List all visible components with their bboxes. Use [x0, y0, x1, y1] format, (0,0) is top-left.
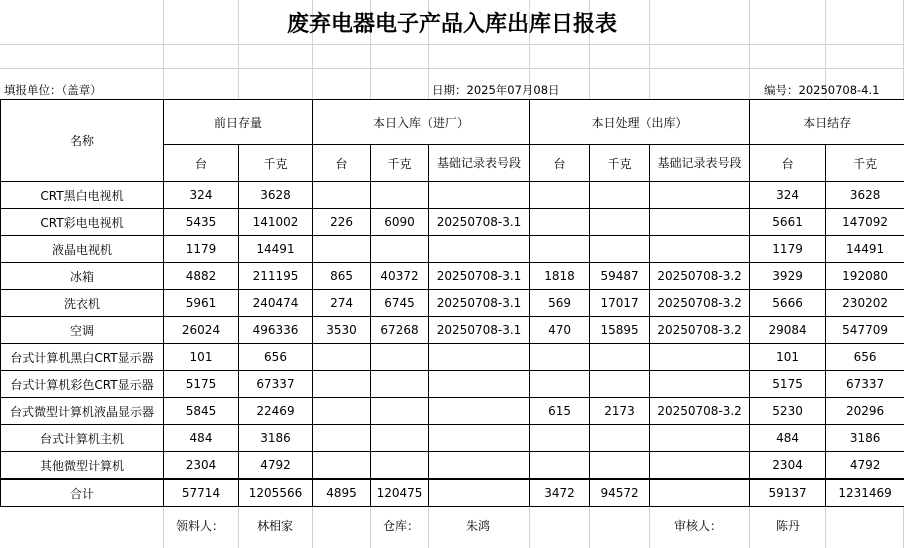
subheader-kg: 千克	[826, 145, 904, 182]
cell-balance-count: 101	[750, 344, 826, 371]
cell-name: CRT黑白电视机	[1, 182, 164, 209]
cell-out-count	[530, 452, 590, 480]
subheader-count: 台	[164, 145, 239, 182]
header-today-out: 本日处理（出库）	[530, 100, 750, 145]
cell-in-kg: 67268	[371, 317, 429, 344]
cell-out-record	[650, 182, 750, 209]
reporting-unit: 填报单位：（盖章）	[4, 83, 102, 97]
reviewer-name: 陈丹	[776, 519, 801, 533]
cell-out-kg: 17017	[590, 290, 650, 317]
grid-line	[0, 68, 904, 69]
cell-out-count: 3472	[530, 479, 590, 507]
cell-in-record	[429, 236, 530, 263]
cell-out-count	[530, 344, 590, 371]
cell-out-record: 20250708-3.2	[650, 290, 750, 317]
cell-balance-count: 59137	[750, 479, 826, 507]
cell-out-kg: 15895	[590, 317, 650, 344]
cell-prev-count: 1179	[164, 236, 239, 263]
cell-prev-kg: 67337	[239, 371, 313, 398]
warehouse-name: 朱鸿	[466, 519, 491, 533]
cell-out-count: 1818	[530, 263, 590, 290]
cell-balance-kg: 67337	[826, 371, 904, 398]
table-row	[1, 263, 904, 290]
header-name: 名称	[1, 100, 164, 182]
subheader-count: 台	[750, 145, 826, 182]
cell-prev-kg: 4792	[239, 452, 313, 480]
subheader-kg: 千克	[590, 145, 650, 182]
cell-balance-count: 484	[750, 425, 826, 452]
cell-balance-kg: 3628	[826, 182, 904, 209]
cell-balance-kg: 20296	[826, 398, 904, 425]
cell-name: 空调	[1, 317, 164, 344]
report-date: 日期：2025年07月08日	[432, 83, 560, 97]
cell-prev-kg: 22469	[239, 398, 313, 425]
cell-out-count	[530, 209, 590, 236]
cell-in-kg	[371, 182, 429, 209]
cell-name: 合计	[1, 479, 164, 507]
subheader-record-no: 基础记录表号段	[429, 145, 530, 182]
signature-footer	[0, 503, 904, 548]
header-today-balance: 本日结存	[750, 100, 904, 145]
cell-name: 台式计算机黑白CRT显示器	[1, 344, 164, 371]
cell-balance-kg: 14491	[826, 236, 904, 263]
cell-in-record	[429, 425, 530, 452]
cell-out-count: 615	[530, 398, 590, 425]
subheader-count: 台	[530, 145, 590, 182]
cell-out-count	[530, 425, 590, 452]
cell-in-record	[429, 344, 530, 371]
cell-out-kg	[590, 344, 650, 371]
receiver-label: 领料人：	[176, 519, 225, 533]
cell-name: 其他微型计算机	[1, 452, 164, 480]
cell-in-count: 226	[313, 209, 371, 236]
cell-in-count	[313, 425, 371, 452]
table-row	[1, 344, 904, 371]
cell-in-count	[313, 182, 371, 209]
cell-out-kg	[590, 452, 650, 480]
cell-balance-kg: 192080	[826, 263, 904, 290]
cell-in-record: 20250708-3.1	[429, 263, 530, 290]
cell-balance-count: 1179	[750, 236, 826, 263]
report-table	[0, 99, 904, 507]
cell-in-record: 20250708-3.1	[429, 209, 530, 236]
cell-out-kg	[590, 182, 650, 209]
cell-in-count	[313, 371, 371, 398]
cell-in-kg: 6745	[371, 290, 429, 317]
cell-out-count	[530, 182, 590, 209]
cell-balance-kg: 4792	[826, 452, 904, 480]
table-row	[1, 290, 904, 317]
cell-in-kg: 120475	[371, 479, 429, 507]
cell-balance-count: 2304	[750, 452, 826, 480]
cell-prev-count: 324	[164, 182, 239, 209]
cell-prev-count: 5961	[164, 290, 239, 317]
cell-in-record: 20250708-3.1	[429, 317, 530, 344]
cell-balance-count: 5666	[750, 290, 826, 317]
cell-balance-count: 29084	[750, 317, 826, 344]
cell-balance-count: 324	[750, 182, 826, 209]
cell-in-record	[429, 182, 530, 209]
cell-in-count: 4895	[313, 479, 371, 507]
cell-out-count	[530, 371, 590, 398]
cell-out-kg: 2173	[590, 398, 650, 425]
cell-in-kg	[371, 452, 429, 480]
cell-out-kg	[590, 371, 650, 398]
cell-prev-count: 26024	[164, 317, 239, 344]
cell-prev-count: 5845	[164, 398, 239, 425]
cell-balance-kg: 547709	[826, 317, 904, 344]
cell-name: 冰箱	[1, 263, 164, 290]
table-row	[1, 425, 904, 452]
cell-prev-count: 4882	[164, 263, 239, 290]
table-row	[1, 209, 904, 236]
cell-balance-count: 5230	[750, 398, 826, 425]
cell-in-kg: 40372	[371, 263, 429, 290]
cell-prev-kg: 496336	[239, 317, 313, 344]
cell-out-kg	[590, 425, 650, 452]
cell-prev-count: 484	[164, 425, 239, 452]
cell-out-kg: 94572	[590, 479, 650, 507]
cell-name: 台式计算机彩色CRT显示器	[1, 371, 164, 398]
table-row	[1, 236, 904, 263]
subheader-record-no: 基础记录表号段	[650, 145, 750, 182]
cell-name: 液晶电视机	[1, 236, 164, 263]
header-row	[1, 100, 904, 145]
cell-out-count	[530, 236, 590, 263]
cell-out-record	[650, 209, 750, 236]
cell-prev-kg: 3628	[239, 182, 313, 209]
header-prev-stock: 前日存量	[164, 100, 313, 145]
subheader-kg: 千克	[239, 145, 313, 182]
cell-prev-kg: 656	[239, 344, 313, 371]
table-row	[1, 452, 904, 480]
cell-prev-kg: 3186	[239, 425, 313, 452]
cell-balance-count: 5175	[750, 371, 826, 398]
cell-in-kg	[371, 425, 429, 452]
cell-balance-kg: 656	[826, 344, 904, 371]
cell-in-count: 865	[313, 263, 371, 290]
cell-name: CRT彩电电视机	[1, 209, 164, 236]
cell-prev-count: 5435	[164, 209, 239, 236]
cell-prev-kg: 1205566	[239, 479, 313, 507]
receiver-name: 林相家	[257, 519, 294, 533]
cell-out-record	[650, 425, 750, 452]
cell-prev-count: 57714	[164, 479, 239, 507]
cell-in-record	[429, 398, 530, 425]
table-row	[1, 371, 904, 398]
cell-in-count	[313, 236, 371, 263]
cell-balance-count: 3929	[750, 263, 826, 290]
cell-in-kg	[371, 344, 429, 371]
cell-balance-kg: 1231469	[826, 479, 904, 507]
grid-line	[0, 44, 904, 45]
cell-out-kg	[590, 236, 650, 263]
cell-out-record: 20250708-3.2	[650, 317, 750, 344]
cell-in-record	[429, 371, 530, 398]
cell-in-count	[313, 344, 371, 371]
subheader-kg: 千克	[371, 145, 429, 182]
cell-prev-count: 5175	[164, 371, 239, 398]
cell-in-count: 274	[313, 290, 371, 317]
cell-prev-kg: 141002	[239, 209, 313, 236]
cell-in-kg	[371, 371, 429, 398]
cell-prev-kg: 14491	[239, 236, 313, 263]
cell-in-kg	[371, 398, 429, 425]
header-today-in: 本日入库（进厂）	[313, 100, 530, 145]
cell-prev-kg: 211195	[239, 263, 313, 290]
cell-prev-count: 101	[164, 344, 239, 371]
cell-name: 洗衣机	[1, 290, 164, 317]
cell-out-record	[650, 344, 750, 371]
table-row	[1, 182, 904, 209]
cell-out-record: 20250708-3.2	[650, 263, 750, 290]
cell-in-count	[313, 452, 371, 480]
cell-out-count: 470	[530, 317, 590, 344]
cell-balance-kg: 230202	[826, 290, 904, 317]
table-row	[1, 398, 904, 425]
cell-name: 台式计算机主机	[1, 425, 164, 452]
cell-in-count	[313, 398, 371, 425]
cell-in-kg: 6090	[371, 209, 429, 236]
cell-in-record: 20250708-3.1	[429, 290, 530, 317]
cell-out-record	[650, 236, 750, 263]
table-row	[1, 317, 904, 344]
cell-prev-count: 2304	[164, 452, 239, 480]
reviewer-label: 审核人：	[674, 519, 723, 533]
cell-out-record	[650, 371, 750, 398]
cell-out-kg	[590, 209, 650, 236]
report-serial: 编号：20250708-4.1	[764, 83, 880, 97]
cell-name: 台式微型计算机液晶显示器	[1, 398, 164, 425]
cell-out-count: 569	[530, 290, 590, 317]
cell-in-count: 3530	[313, 317, 371, 344]
cell-balance-kg: 3186	[826, 425, 904, 452]
warehouse-label: 仓库：	[383, 519, 420, 533]
cell-out-kg: 59487	[590, 263, 650, 290]
cell-out-record	[650, 452, 750, 480]
cell-balance-kg: 147092	[826, 209, 904, 236]
cell-out-record: 20250708-3.2	[650, 398, 750, 425]
cell-in-record	[429, 452, 530, 480]
cell-in-kg	[371, 236, 429, 263]
subheader-count: 台	[313, 145, 371, 182]
report-title: 废弃电器电子产品入库出库日报表	[286, 10, 617, 37]
cell-prev-kg: 240474	[239, 290, 313, 317]
cell-balance-count: 5661	[750, 209, 826, 236]
